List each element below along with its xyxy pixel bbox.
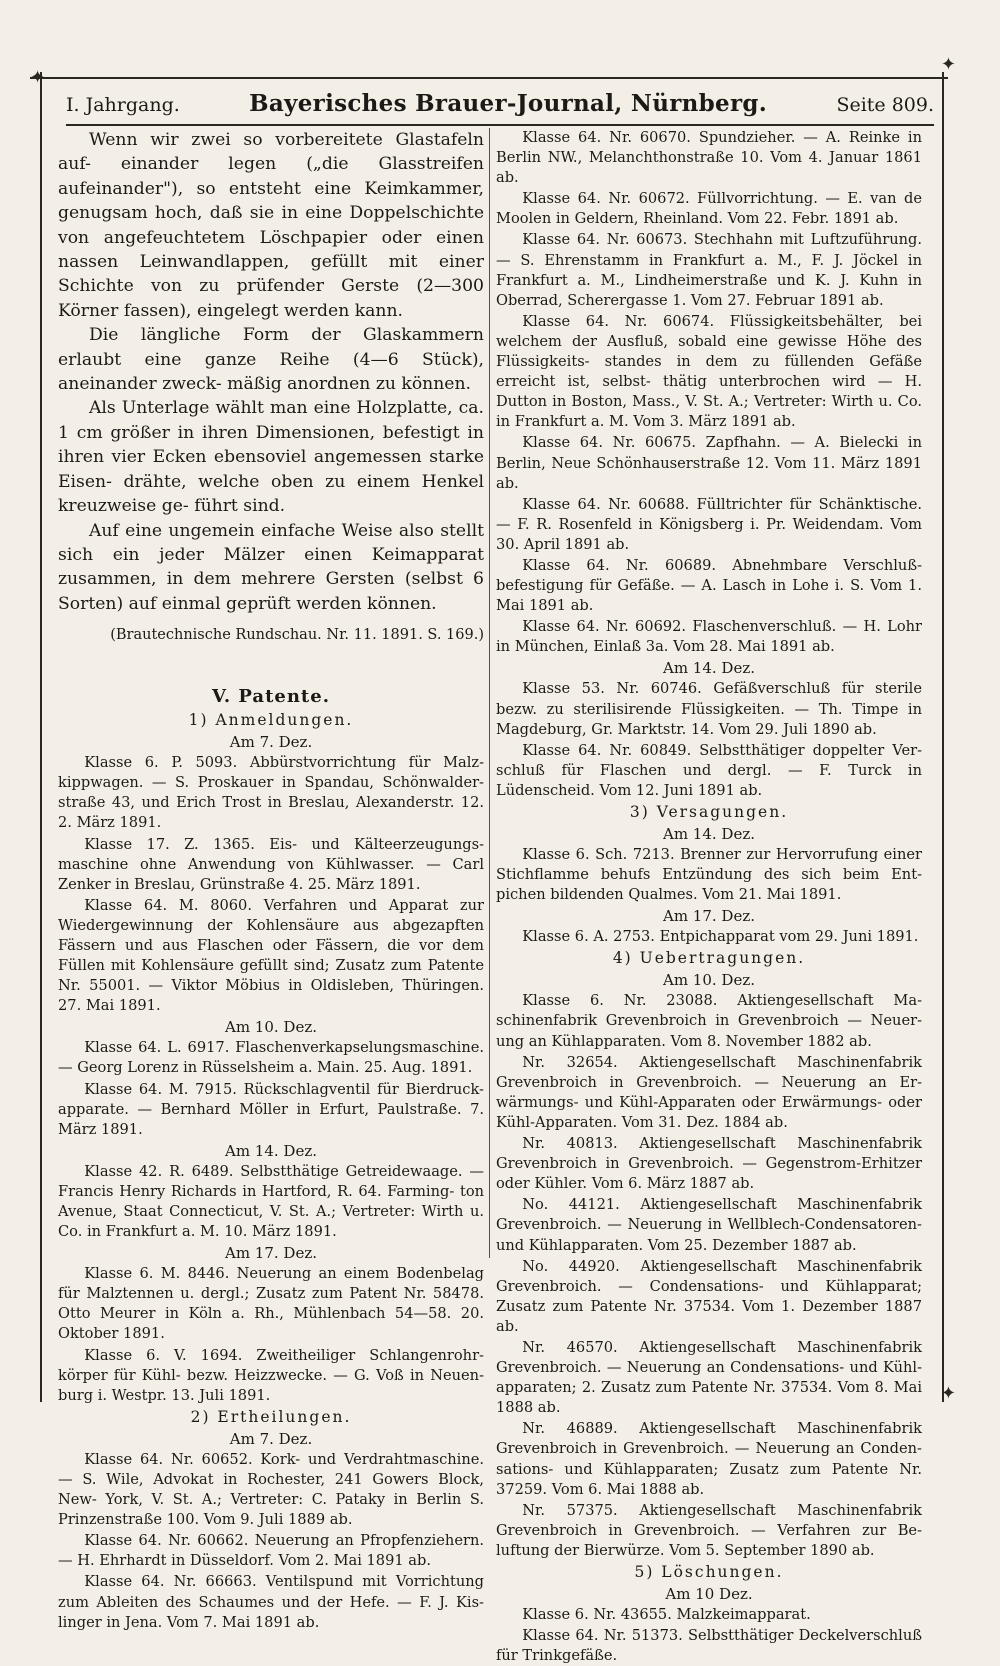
patent-entry: Klasse 6. Nr. 23088. Aktiengesellschaft Ma- schinenfabrik Grevenbroich in Grevenbroich — Neuer- ung an Kühlapparaten. Vom 8. November 1882 ab. (496, 992, 922, 1050)
patent-entry: No. 44121. Aktiengesellschaft Maschinenfabrik Grevenbroich. — Neuerung in Wellblech-Condensatoren- und Kühlapparaten. Vom 25. Dezember 1887 ab. (496, 1196, 922, 1254)
date-heading: Am 10. Dez. (662, 971, 756, 990)
patent-entry: Klasse 64. M. 7915. Rückschlagventil für Bierdruck- apparate. — Bernhard Möller in Erfurt, Paulstraße. 7. März 1891. (58, 1080, 484, 1138)
patent-entry: Klasse 6. P. 5093. Abbürstvorrichtung für Malz- kippwagen. — S. Proskauer in Spandau, Schönwalder- straße 43, und Erich Trost in Breslau, Alexanderstr. 12. 2. März 1891. (58, 754, 484, 832)
patent-entry: Klasse 64. Nr. 60662. Neuerung an Pfropfenziehern. — H. Ehrhardt in Düsseldorf. Vom 2. Mai 1891 ab. (58, 1532, 484, 1570)
patent-entry: Nr. 57375. Aktiengesellschaft Maschinenfabrik Grevenbroich in Grevenbroich. — Verfahren zur Be- luftung der Bierwürze. Vom 5. September 1890 ab. (496, 1501, 922, 1559)
top-border-rule (30, 77, 948, 79)
page-header (66, 90, 934, 126)
patent-entry: Klasse 6. Sch. 7213. Brenner zur Hervorrufung einer Stichflamme behufs Entzündung des sich beim Ent- pichen bildenden Qualmes. Vom 21. Mai 1891. (496, 846, 922, 904)
left-column (58, 128, 484, 1631)
page-number: Seite 809. (836, 94, 934, 116)
date-heading: Am 7. Dez. (229, 1429, 313, 1448)
patent-entry: Nr. 32654. Aktiengesellschaft Maschinenfabrik Grevenbroich in Grevenbroich. — Neuerung an Er- wärmungs- und Kühl-Apparaten oder Erwärmungs- oder Kühl-Apparaten. Vom 31. Dez. 1884 ab. (496, 1053, 922, 1131)
patent-entry: Klasse 42. R. 6489. Selbstthätige Getreidewaage. — Francis Henry Richards in Hartford, R. 64. Farming- ton Avenue, Staat Connecticut, V. St. A.; Vertreter: Wirth u. Co. in Frankfurt a. M. 10. März 1891. (58, 1162, 484, 1241)
subsection-title: 1) Anmeldungen. (188, 711, 354, 730)
article-paragraph: Als Unterlage wählt man eine Holzplatte, ca. 1 cm größer in ihren Dimensionen, befestigt in ihren vier Ecken ebensoviel angemessen starke Eisen- drähte, welche oben zu einem Henkel kreuzweise ge- führt sind. (58, 398, 484, 517)
section-title: V. Patente. (212, 686, 330, 708)
date-heading: Am 14. Dez. (662, 659, 756, 678)
subsection-title: 3) Versagungen. (629, 803, 789, 821)
patent-entry: Klasse 6. A. 2753. Entpichapparat vom 29. Juni 1891. (522, 928, 919, 946)
patent-entry: Klasse 6. Nr. 43655. Malzkeimapparat. (522, 1606, 811, 1623)
corner-ornament-icon: ✦ (940, 54, 956, 75)
article-paragraph: Auf eine ungemein einfache Weise also stellt sich ein jeder Mälzer einen Keimapparat zusammen, in dem mehrere Gersten (selbst 6 Sorten) auf einmal geprüft werden können. (58, 520, 484, 614)
patent-entry: Klasse 64. Nr. 60674. Flüssigkeitsbehälter, bei welchem der Ausfluß, sobald eine gewisse Höhe des Flüssigkeits- standes in dem zu füllenden Gefäße erreicht ist, selbst- thätig unterbrochen wird — H. Dutton in Boston, Mass., V. St. A.; Vertreter: Wirth u. Co. in Frankfurt a. M. Vom 3. März 1891 ab. (496, 312, 922, 431)
subsection-title: 4) Uebertragungen. (612, 949, 806, 968)
volume-label: I. Jahrgang. (66, 94, 180, 116)
right-border-rule (942, 72, 944, 1402)
subsection-title: 2) Ertheilungen. (190, 1407, 352, 1426)
date-heading: Am 10 Dez. (665, 1585, 753, 1603)
patent-entry: Klasse 64. Nr. 60673. Stechhahn mit Luftzuführung. — S. Ehrenstamm in Frankfurt a. M., F. J. Jöckel in Frankfurt a. M., Lindheimerstraße und K. J. Kuhn in Oberrad, Scherergasse 1. Vom 27. Februar 1891 ab. (496, 231, 922, 309)
left-border-rule (40, 72, 42, 1402)
patent-entry: Klasse 64. Nr. 60689. Abnehmbare Verschluß- befestigung für Gefäße. — A. Lasch in Lohe i. S. Vom 1. Mai 1891 ab. (496, 556, 922, 615)
date-heading: Am 14. Dez. (224, 1141, 318, 1160)
patent-entry: Klasse 64. M. 8060. Verfahren und Apparat zur Wiedergewinnung der Kohlensäure aus abgezapften Fässern und aus Flaschen oder Fässern, die vor dem Füllen mit Kohlensäure gefüllt sind; Zusatz zum Patente Nr. 55001. — Viktor Möbius in Oldisleben, Thüringen. 27. Mai 1891. (58, 896, 484, 1015)
patent-entry: Klasse 64. Nr. 51373. Selbstthätiger Deckelverschluß für Trinkgefäße. (496, 1627, 922, 1665)
date-heading: Am 17. Dez. (224, 1244, 318, 1263)
patent-entry: Nr. 46889. Aktiengesellschaft Maschinenfabrik Grevenbroich in Grevenbroich. — Neuerung an Conden- sations- und Kühlapparaten; Zusatz zum Patente Nr. 37259. Vom 6. Mai 1888 ab. (496, 1420, 922, 1498)
patent-entry: Klasse 64. Nr. 60670. Spundzieher. — A. Reinke in Berlin NW., Melanchthonstraße 10. Vom 4. Januar 1861 ab. (496, 129, 922, 187)
right-column (496, 128, 922, 1665)
date-heading: Am 10. Dez. (224, 1018, 318, 1037)
patent-entry: Klasse 64. Nr. 60849. Selbstthätiger doppelter Ver- schluß für Flaschen und dergl. — F. Turck in Lüdenscheid. Vom 12. Juni 1891 ab. (496, 741, 922, 799)
date-heading: Am 17. Dez. (662, 907, 756, 926)
journal-title: Bayerisches Brauer-Journal, Nürnberg. (249, 90, 768, 117)
patent-entry: Klasse 17. Z. 1365. Eis- und Kälteerzeugungs- maschine ohne Anwendung von Kühlwasser. — Carl Zenker in Breslau, Grünstraße 4. 25. März 1891. (58, 835, 484, 893)
patent-entry: Klasse 64. Nr. 60652. Kork- und Verdrahtmaschine. — S. Wile, Advokat in Rochester, 241 Gowers Block, New- York, V. St. A.; Vertreter: C. Pataky in Berlin S. Prinzenstraße 100. Vom 9. Juli 1889 ab. (58, 1450, 484, 1529)
corner-ornament-icon: ✦ (30, 67, 46, 88)
column-divider (489, 128, 490, 1258)
article-source: (Brautechnische Rundschau. Nr. 11. 1891. S. 169.) (110, 627, 484, 644)
date-heading: Am 14. Dez. (662, 825, 756, 843)
subsection-title: 5) Löschungen. (634, 1563, 784, 1581)
patent-entry: Klasse 64. Nr. 60672. Füllvorrichtung. — E. van de Moolen in Geldern, Rheinland. Vom 22. Febr. 1891 ab. (496, 190, 922, 228)
corner-ornament-icon: ✦ (940, 1383, 956, 1404)
patent-entry: Klasse 64. Nr. 60675. Zapfhahn. — A. Bielecki in Berlin, Neue Schönhauserstraße 12. Vom 11. März 1891 ab. (496, 434, 922, 492)
date-heading: Am 7. Dez. (229, 733, 313, 752)
patent-entry: Klasse 53. Nr. 60746. Gefäßverschluß für sterile bezw. zu sterilisirende Flüssigkeiten. — Th. Timpe in Magdeburg, Gr. Marktstr. 14. Vom 29. Juli 1890 ab. (496, 680, 922, 738)
patent-entry: No. 44920. Aktiengesellschaft Maschinenfabrik Grevenbroich. — Condensations- und Kühlapparat; Zusatz zum Patente Nr. 37534. Vom 1. Dezember 1887 ab. (496, 1257, 922, 1335)
article-paragraph: Die längliche Form der Glaskammern erlaubt eine ganze Reihe (4—6 Stück), aneinander zweck- mäßig anordnen zu können. (58, 325, 484, 395)
patent-entry: Nr. 46570. Aktiengesellschaft Maschinenfabrik Grevenbroich. — Neuerung an Condensations- und Kühl- apparaten; 2. Zusatz zum Patente Nr. 37534. Vom 8. Mai 1888 ab. (496, 1338, 922, 1417)
patent-entry: Nr. 40813. Aktiengesellschaft Maschinenfabrik Grevenbroich in Grevenbroich. — Gegenstrom-Erhitzer oder Kühler. Vom 6. März 1887 ab. (496, 1135, 922, 1193)
patent-entry: Klasse 6. V. 1694. Zweitheiliger Schlangenrohr- körper für Kühl- bezw. Heizzwecke. — G. Voß in Neuen- burg i. Westpr. 13. Juli 1891. (58, 1346, 484, 1404)
patent-entry: Klasse 64. Nr. 60692. Flaschenverschluß. — H. Lohr in München, Einlaß 3a. Vom 28. Mai 1891 ab. (496, 618, 922, 656)
patent-entry: Klasse 64. L. 6917. Flaschenverkapselungsmaschine. — Georg Lorenz in Rüsselsheim a. Main. 25. Aug. 1891. (58, 1039, 484, 1077)
patent-entry: Klasse 64. Nr. 66663. Ventilspund mit Vorrichtung zum Ableiten des Schaumes und der Hefe. — F. J. Kis- linger in Jena. Vom 7. Mai 1891 ab. (58, 1573, 484, 1631)
article-paragraph: Wenn wir zwei so vorbereitete Glastafeln auf- einander legen („die Glasstreifen aufeinander"), so entsteht eine Keimkammer, genugsam hoch, daß sie in eine Doppelschichte von angefeuchtetem Löschpapier oder einen nassen Leinwandlappen, gefüllt mit einer Schichte von zu prüfender Gerste (2—300 Körner fassen), eingelegt werden kann. (58, 130, 484, 321)
patent-entry: Klasse 64. Nr. 60688. Fülltrichter für Schänktische. — F. R. Rosenfeld in Königsberg i. Pr. Weidendam. Vom 30. April 1891 ab. (496, 495, 922, 553)
patent-entry: Klasse 6. M. 8446. Neuerung an einem Bodenbelag für Malztennen u. dergl.; Zusatz zum Patent Nr. 58478. Otto Meurer in Köln a. Rh., Mühlenbach 54—58. 20. Oktober 1891. (58, 1265, 484, 1343)
